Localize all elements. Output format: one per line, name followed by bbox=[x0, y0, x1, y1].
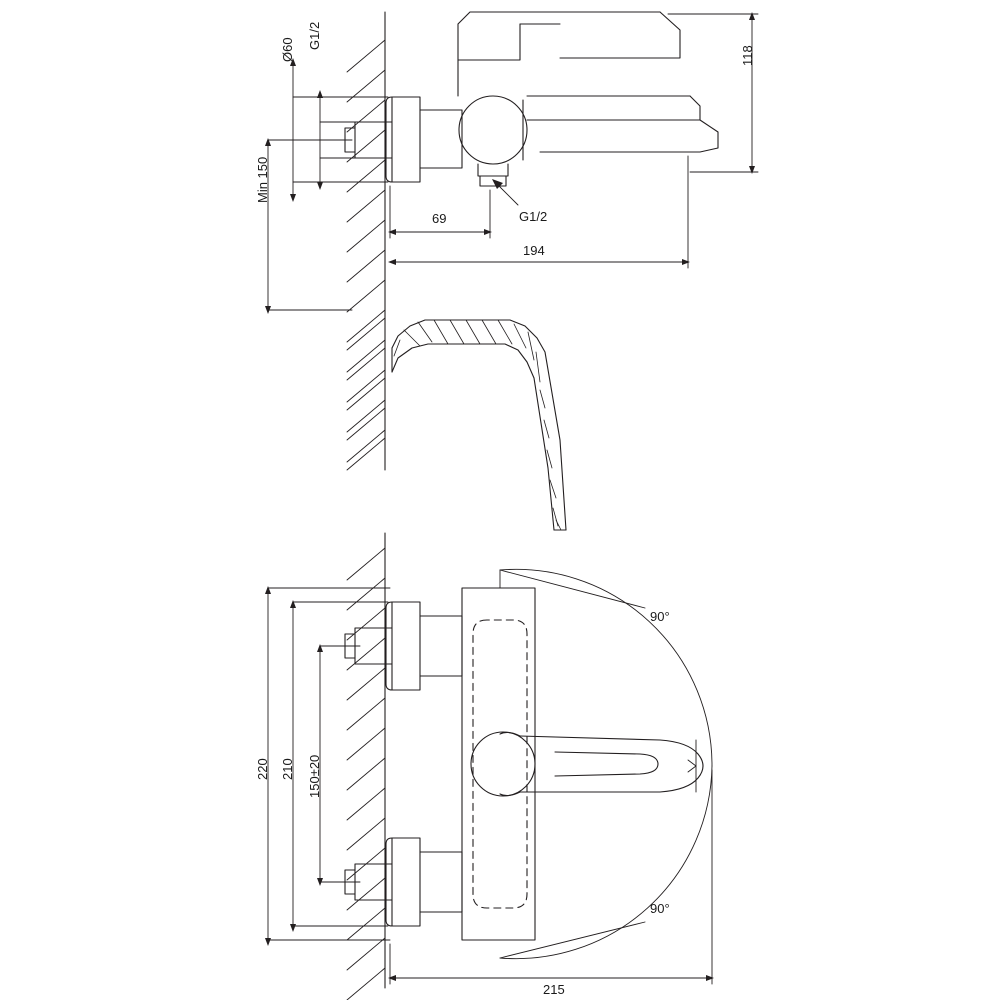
dimension-label-min-150: Min 150 bbox=[255, 156, 270, 203]
dimension-label-width-215: 215 bbox=[543, 982, 565, 997]
mixer-side-elevation bbox=[345, 12, 718, 186]
spout-section-hatching bbox=[394, 320, 561, 530]
dimension-label-thread-g12-upper: G1/2 bbox=[307, 21, 322, 50]
spout-section bbox=[392, 320, 566, 530]
dimension-label-thread-g12-lower: G1/2 bbox=[519, 209, 548, 224]
mixer-front-elevation bbox=[345, 588, 703, 940]
dimension-label-height-210: 210 bbox=[280, 758, 295, 780]
dimension-label-length-194: 194 bbox=[523, 243, 545, 258]
dimension-label-angle-top: 90° bbox=[650, 609, 670, 624]
dimension-label-depth-69: 69 bbox=[432, 211, 447, 226]
dimension-lines-bottom bbox=[265, 586, 714, 984]
wall-hatching-top bbox=[347, 40, 385, 462]
wall-hatching-middle bbox=[347, 318, 385, 470]
dimension-label-angle-bottom: 90° bbox=[650, 901, 670, 916]
dimension-label-height-118: 118 bbox=[740, 45, 755, 66]
dimension-label-center-distance-150: 150±20 bbox=[307, 754, 322, 798]
dimension-lines-top bbox=[265, 12, 758, 314]
wall-hatching-bottom bbox=[347, 548, 385, 1000]
dimension-label-height-220: 220 bbox=[255, 758, 270, 780]
swing-arc-90-degrees bbox=[500, 569, 712, 958]
dimension-label-diameter-60: Ø60 bbox=[280, 37, 295, 62]
